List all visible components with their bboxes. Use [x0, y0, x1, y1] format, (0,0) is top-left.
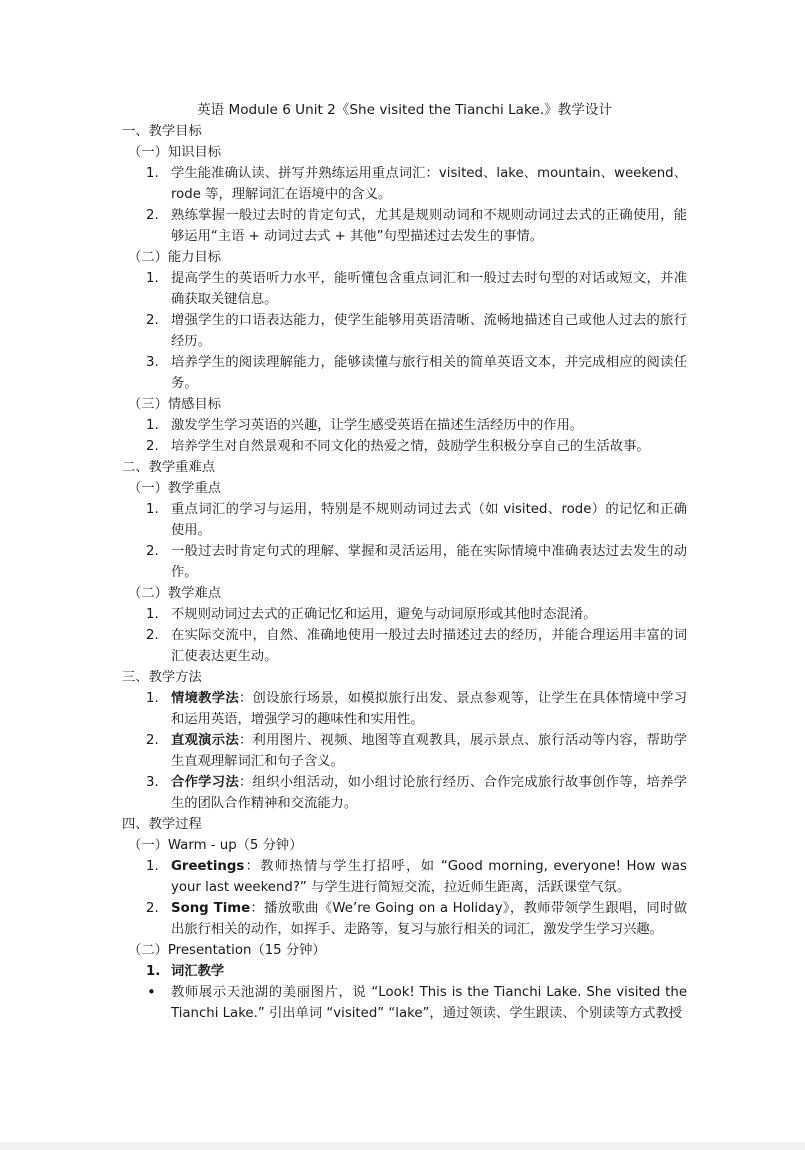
list-item: [122, 499, 687, 541]
activity-label: Greetings: [171, 859, 245, 874]
subsection-heading-presentation: （二）Presentation（15 分钟）: [128, 943, 326, 958]
list-item: [122, 541, 687, 583]
item-text: 培养学生的阅读理解能力，能够读懂与旅行相关的简单英语文本，并完成相应的阅读任务。: [171, 355, 687, 391]
subsection-heading-focus: （一）教学重点: [128, 481, 222, 496]
item-heading: 词汇教学: [171, 964, 225, 979]
item-text: [171, 898, 687, 940]
item-text: [171, 856, 687, 898]
item-text: 不规则动词过去式的正确记忆和运用，避免与动词原形或其他时态混淆。: [171, 607, 597, 622]
document-title: 英语 Module 6 Unit 2《She visited the Tianchi Lake.》教学设计: [196, 102, 613, 118]
item-number: 1.: [146, 166, 159, 181]
list-item: [122, 772, 687, 814]
list-item: [122, 961, 687, 982]
item-number: 1.: [146, 607, 159, 622]
item-number: 2.: [146, 439, 159, 454]
list-item: [122, 268, 687, 310]
method-description: ：利用图片、视频、地图等直观教具，展示景点、旅行活动等内容，帮助学生直观理解词汇和句子含义。: [171, 733, 688, 769]
item-number: 1.: [146, 964, 161, 979]
item-text: 一般过去时肯定句式的理解、掌握和灵活运用，能在实际情境中准确表达过去发生的动作。: [171, 544, 687, 580]
bullet-icon: •: [147, 983, 156, 1001]
item-number: 1.: [146, 418, 159, 433]
item-text: 在实际交流中，自然、准确地使用一般过去时描述过去的经历，并能合理运用丰富的词汇使表达更生动。: [171, 628, 687, 664]
item-text: 重点词汇的学习与运用，特别是不规则动词过去式（如 visited、rode）的记忆和正确使用。: [171, 502, 687, 538]
subsection-heading-warmup: （一）Warm - up（5 分钟）: [128, 838, 303, 853]
subsection-heading-difficulty: （二）教学难点: [128, 586, 222, 601]
list-item: [122, 982, 687, 1024]
item-number: 2.: [146, 628, 159, 643]
item-number: 2.: [146, 901, 159, 916]
section-heading-key-points: 二、教学重难点: [122, 460, 216, 475]
list-item: [122, 163, 687, 205]
list-item: [122, 310, 687, 352]
item-text: 提高学生的英语听力水平，能听懂包含重点词汇和一般过去时句型的对话或短文，并准确获取关键信息。: [171, 271, 687, 307]
list-item: [122, 856, 687, 898]
item-number: 1.: [146, 271, 159, 286]
item-number: 1.: [146, 502, 159, 517]
list-item: [122, 604, 687, 625]
method-description: ：创设旅行场景，如模拟旅行出发、景点参观等，让学生在具体情境中学习和运用英语，增强学习的趣味性和实用性。: [171, 691, 688, 727]
item-text: [171, 772, 687, 814]
item-text: 学生能准确认读、拼写并熟练运用重点词汇：visited、lake、mountain、weekend、rode 等，理解词汇在语境中的含义。: [171, 166, 687, 202]
list-item: [122, 205, 687, 247]
activity-label: Song Time: [171, 901, 251, 916]
document-body: [122, 100, 687, 1024]
list-item: [122, 352, 687, 394]
item-text: 教师展示天池湖的美丽图片，说 “Look! This is the Tianchi Lake. She visited the Tianchi Lake.” 引出单词 “visited” “lake”，通过领读、学生跟读、个别读等方式教授: [171, 985, 687, 1021]
section-heading-goals: 一、教学目标: [122, 124, 202, 139]
method-description: ：组织小组活动，如小组讨论旅行经历、合作完成旅行故事创作等，培养学生的团队合作精神和交流能力。: [171, 775, 688, 811]
method-label: 直观演示法: [171, 733, 239, 748]
list-item: [122, 688, 687, 730]
method-label: 情境教学法: [171, 691, 239, 706]
item-text: [171, 730, 687, 772]
list-item: [122, 625, 687, 667]
subsection-heading-emotion: （三）情感目标: [128, 397, 222, 412]
subsection-heading-ability: （二）能力目标: [128, 250, 222, 265]
activity-description: ：播放歌曲《We’re Going on a Holiday》，教师带领学生跟唱，同时做出旅行相关的动作，如挥手、走路等，复习与旅行相关的词汇，激发学生学习兴趣。: [171, 901, 687, 937]
item-text: 增强学生的口语表达能力，使学生能够用英语清晰、流畅地描述自己或他人过去的旅行经历。: [171, 313, 687, 349]
list-item: [122, 730, 687, 772]
list-item: [122, 415, 687, 436]
list-item: [122, 898, 687, 940]
item-number: 3.: [146, 775, 159, 790]
item-number: 3.: [146, 355, 159, 370]
item-text: 熟练掌握一般过去时的肯定句式，尤其是规则动词和不规则动词过去式的正确使用，能够运用“主语 + 动词过去式 + 其他”句型描述过去发生的事情。: [171, 208, 687, 244]
section-heading-process: 四、教学过程: [122, 817, 202, 832]
subsection-heading-knowledge: （一）知识目标: [128, 145, 222, 160]
method-label: 合作学习法: [171, 775, 239, 790]
item-number: 2.: [146, 733, 159, 748]
item-number: 1.: [146, 859, 159, 874]
page-bottom-edge: [0, 1142, 805, 1150]
item-text: [171, 688, 687, 730]
item-number: 2.: [146, 544, 159, 559]
item-text: 培养学生对自然景观和不同文化的热爱之情，鼓励学生积极分享自己的生活故事。: [171, 439, 650, 454]
item-number: 1.: [146, 691, 159, 706]
item-number: 2.: [146, 208, 159, 223]
list-item: [122, 436, 687, 457]
activity-description: ：教师热情与学生打招呼，如 “Good morning, everyone! How was your last weekend?” 与学生进行简短交流，拉近师生距离，活跃课堂气氛。: [171, 859, 687, 895]
item-number: 2.: [146, 313, 159, 328]
item-text: 激发学生学习英语的兴趣，让学生感受英语在描述生活经历中的作用。: [171, 418, 584, 433]
section-heading-methods: 三、教学方法: [122, 670, 202, 685]
